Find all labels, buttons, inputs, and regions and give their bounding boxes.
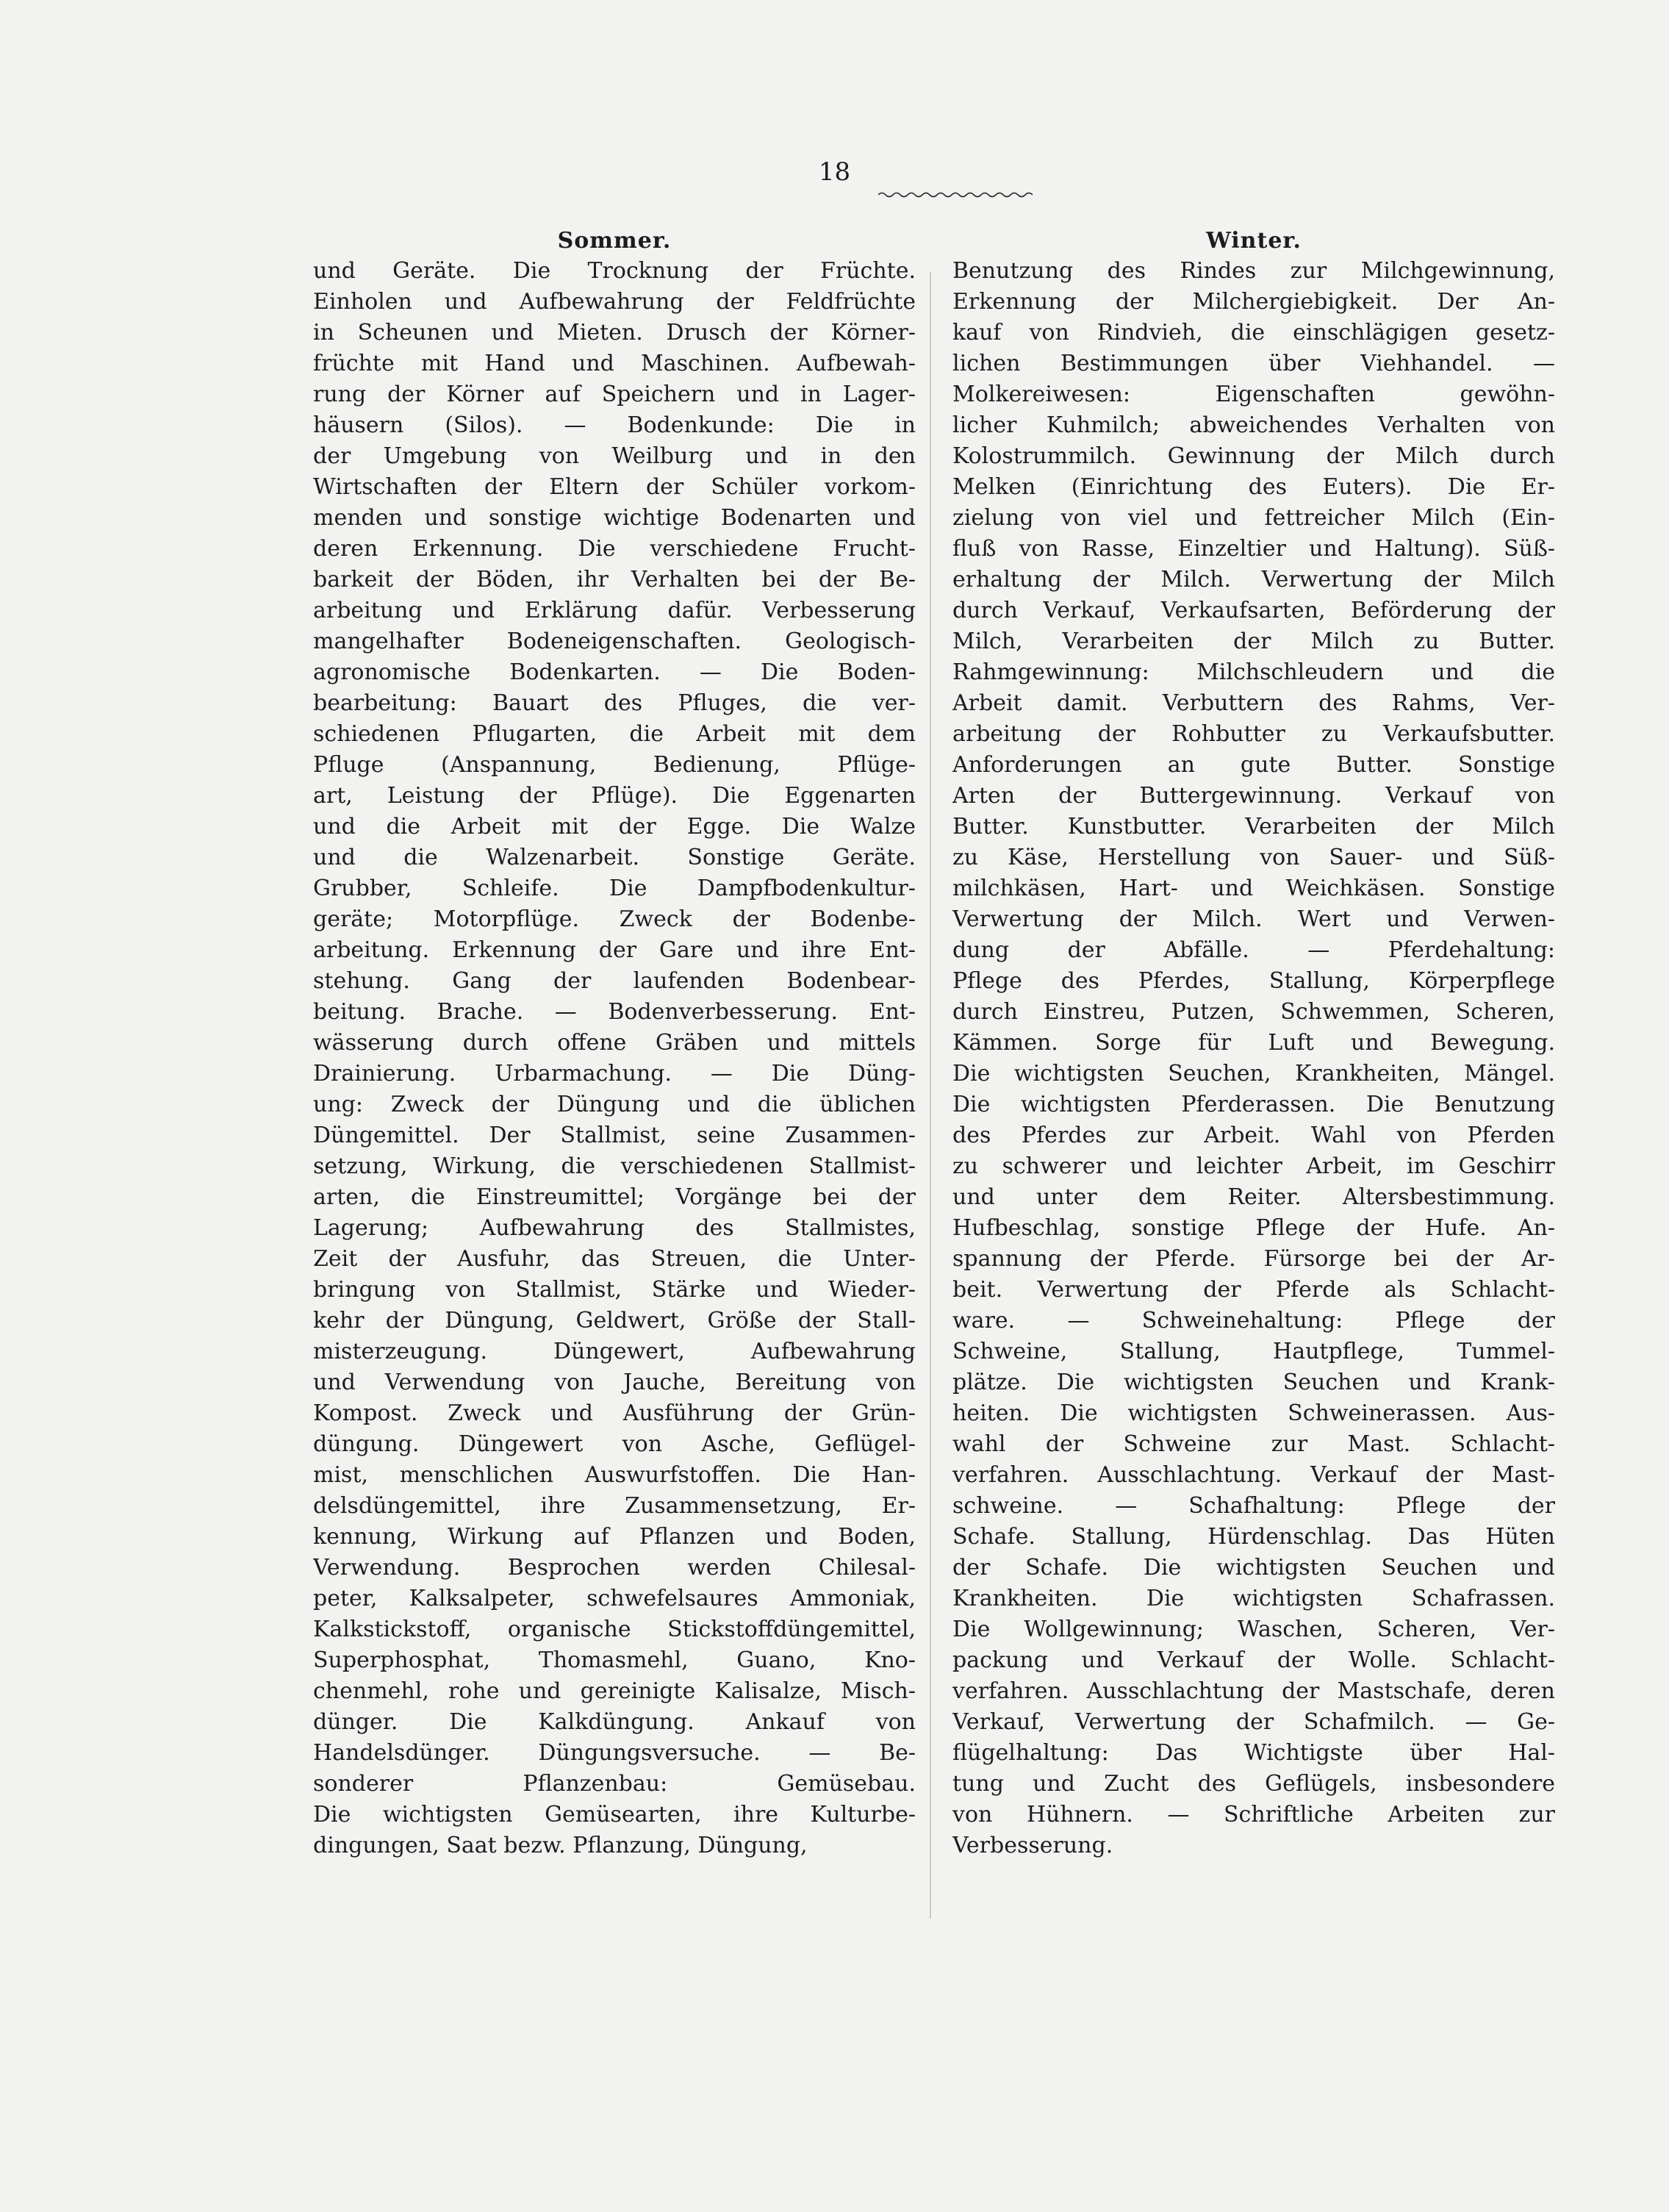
- text-line: Verwertung der Milch. Wert und Verwen-: [952, 906, 1555, 932]
- text-line: Pflege des Pferdes, Stallung, Körperpflege: [952, 968, 1555, 994]
- text-line: plätze. Die wichtigsten Seuchen und Krank-: [952, 1370, 1555, 1395]
- text-line: schweine. — Schafhaltung: Pflege der: [952, 1493, 1555, 1519]
- text-line: Verbesserung.: [952, 1833, 1113, 1858]
- text-line: arbeitung und Erklärung dafür. Verbesserung: [313, 598, 916, 623]
- text-line: beitung. Brache. — Bodenverbesserung. Ent-: [313, 999, 916, 1025]
- text-line: stehung. Gang der laufenden Bodenbear-: [313, 968, 916, 994]
- text-line: Die wichtigsten Pferderassen. Die Benutzung: [952, 1092, 1555, 1117]
- text-line: verfahren. Ausschlachtung der Mastschafe, deren: [952, 1678, 1555, 1704]
- text-line: früchte mit Hand und Maschinen. Aufbewah-: [313, 351, 916, 376]
- text-line: spannung der Pferde. Fürsorge bei der Ar-: [952, 1246, 1555, 1272]
- text-line: art, Leistung der Pflüge). Die Eggenarten: [313, 783, 916, 809]
- text-line: dingungen, Saat bezw. Pflanzung, Düngung,: [313, 1833, 808, 1858]
- text-line: kauf von Rindvieh, die einschlägigen gesetz-: [952, 320, 1555, 346]
- text-line: Düngemittel. Der Stallmist, seine Zusammen-: [313, 1123, 916, 1148]
- text-line: Superphosphat, Thomasmehl, Guano, Kno-: [313, 1647, 916, 1673]
- text-line: häusern (Silos). — Bodenkunde: Die in: [313, 412, 916, 438]
- text-line: der Schafe. Die wichtigsten Seuchen und: [952, 1555, 1555, 1581]
- text-line: wahl der Schweine zur Mast. Schlacht-: [952, 1431, 1555, 1457]
- text-line: Handelsdünger. Düngungsversuche. — Be-: [313, 1740, 916, 1766]
- text-line: packung und Verkauf der Wolle. Schlacht-: [952, 1647, 1555, 1673]
- text-line: schiedenen Pflugarten, die Arbeit mit dem: [313, 721, 916, 747]
- text-line: Verwendung. Besprochen werden Chilesal-: [313, 1555, 916, 1581]
- text-line: Melken (Einrichtung des Euters). Die Er-: [952, 474, 1555, 500]
- text-line: flügelhaltung: Das Wichtigste über Hal-: [952, 1740, 1555, 1766]
- text-line: sonderer Pflanzenbau: Gemüsebau.: [313, 1771, 916, 1797]
- text-line: heiten. Die wichtigsten Schweinerassen. Aus-: [952, 1400, 1555, 1426]
- text-line: arten, die Einstreumittel; Vorgänge bei der: [313, 1184, 916, 1210]
- text-line: peter, Kalksalpeter, schwefelsaures Ammoniak,: [313, 1586, 916, 1611]
- text-line: Kalkstickstoff, organische Stickstoffdüngemittel,: [313, 1617, 916, 1642]
- text-line: Schafe. Stallung, Hürdenschlag. Das Hüten: [952, 1524, 1555, 1550]
- text-line: Wirtschaften der Eltern der Schüler vorkom-: [313, 474, 916, 500]
- column-summer: [313, 226, 916, 1861]
- text-line: verfahren. Ausschlachtung. Verkauf der Mast-: [952, 1462, 1555, 1488]
- column-divider: [930, 272, 931, 1919]
- text-line: rung der Körner auf Speichern und in Lager-: [313, 382, 916, 407]
- text-line: Milch, Verarbeiten der Milch zu Butter.: [952, 629, 1555, 654]
- text-line: durch Einstreu, Putzen, Schwemmen, Scheren,: [952, 999, 1555, 1025]
- text-line: zu Käse, Herstellung von Sauer- und Süß-: [952, 845, 1555, 870]
- text-line: Arten der Buttergewinnung. Verkauf von: [952, 783, 1555, 809]
- text-line: Grubber, Schleife. Die Dampfbodenkultur-: [313, 876, 916, 901]
- text-line: Die wichtigsten Seuchen, Krankheiten, Mängel.: [952, 1061, 1555, 1087]
- text-line: Pfluge (Anspannung, Bedienung, Pflüge-: [313, 752, 916, 778]
- text-line: Hufbeschlag, sonstige Pflege der Hufe. An-: [952, 1215, 1555, 1241]
- text-line: Kämmen. Sorge für Luft und Bewegung.: [952, 1030, 1555, 1056]
- text-line: dünger. Die Kalkdüngung. Ankauf von: [313, 1709, 916, 1735]
- text-line: und Geräte. Die Trocknung der Früchte.: [313, 258, 916, 284]
- text-line: Kompost. Zweck und Ausführung der Grün-: [313, 1400, 916, 1426]
- text-line: Erkennung der Milchergiebigkeit. Der An-: [952, 289, 1555, 315]
- text-line: tung und Zucht des Geflügels, insbesondere: [952, 1771, 1555, 1797]
- text-line: Zeit der Ausfuhr, das Streuen, die Unter-: [313, 1246, 916, 1272]
- text-line: in Scheunen und Mieten. Drusch der Körner-: [313, 320, 916, 346]
- column-body-winter: [952, 256, 1555, 1861]
- text-line: Krankheiten. Die wichtigsten Schafrassen.: [952, 1586, 1555, 1611]
- text-line: Die Wollgewinnung; Waschen, Scheren, Ver-: [952, 1617, 1555, 1642]
- text-line: delsdüngemittel, ihre Zusammensetzung, Er-: [313, 1493, 916, 1519]
- page-number: 18: [818, 157, 851, 187]
- text-line: mist, menschlichen Auswurfstoffen. Die Han-: [313, 1462, 916, 1488]
- text-line: zielung von viel und fettreicher Milch (Ein-: [952, 505, 1555, 531]
- text-line: düngung. Düngewert von Asche, Geflügel-: [313, 1431, 916, 1457]
- text-line: von Hühnern. — Schriftliche Arbeiten zur: [952, 1802, 1555, 1828]
- text-line: misterzeugung. Düngewert, Aufbewahrung: [313, 1339, 916, 1364]
- text-line: Molkereiwesen: Eigenschaften gewöhn-: [952, 382, 1555, 407]
- text-line: milchkäsen, Hart- und Weichkäsen. Sonstige: [952, 876, 1555, 901]
- text-line: mangelhafter Bodeneigenschaften. Geologisch-: [313, 629, 916, 654]
- text-line: arbeitung der Rohbutter zu Verkaufsbutter.: [952, 721, 1555, 747]
- column-body-summer: [313, 256, 916, 1861]
- text-line: und die Walzenarbeit. Sonstige Geräte.: [313, 845, 916, 870]
- text-line: und die Arbeit mit der Egge. Die Walze: [313, 814, 916, 840]
- text-line: deren Erkennung. Die verschiedene Frucht-: [313, 536, 916, 562]
- text-line: Drainierung. Urbarmachung. — Die Düng-: [313, 1061, 916, 1087]
- text-line: zu schwerer und leichter Arbeit, im Geschirr: [952, 1153, 1555, 1179]
- text-line: geräte; Motorpflüge. Zweck der Bodenbe-: [313, 906, 916, 932]
- text-line: kehr der Düngung, Geldwert, Größe der Stall-: [313, 1308, 916, 1334]
- text-line: Verkauf, Verwertung der Schafmilch. — Ge-: [952, 1709, 1555, 1735]
- text-line: arbeitung. Erkennung der Gare und ihre Ent-: [313, 937, 916, 963]
- text-line: Benutzung des Rindes zur Milchgewinnung,: [952, 258, 1555, 284]
- text-line: Kolostrummilch. Gewinnung der Milch durch: [952, 443, 1555, 469]
- text-line: Anforderungen an gute Butter. Sonstige: [952, 752, 1555, 778]
- text-line: des Pferdes zur Arbeit. Wahl von Pferden: [952, 1123, 1555, 1148]
- text-line: und unter dem Reiter. Altersbestimmung.: [952, 1184, 1555, 1210]
- text-line: fluß von Rasse, Einzeltier und Haltung). Süß-: [952, 536, 1555, 562]
- text-line: dung der Abfälle. — Pferdehaltung:: [952, 937, 1555, 963]
- text-line: bringung von Stallmist, Stärke und Wieder-: [313, 1277, 916, 1303]
- text-line: barkeit der Böden, ihr Verhalten bei der Be-: [313, 567, 916, 593]
- text-line: beit. Verwertung der Pferde als Schlacht-: [952, 1277, 1555, 1303]
- text-line: agronomische Bodenkarten. — Die Boden-: [313, 659, 916, 685]
- text-line: der Umgebung von Weilburg und in den: [313, 443, 916, 469]
- text-line: ware. — Schweinehaltung: Pflege der: [952, 1308, 1555, 1334]
- text-line: wässerung durch offene Gräben und mittels: [313, 1030, 916, 1056]
- column-heading-summer: Sommer.: [557, 228, 672, 254]
- text-line: chenmehl, rohe und gereinigte Kalisalze, Misch-: [313, 1678, 916, 1704]
- column-winter: [952, 226, 1555, 1861]
- text-line: lichen Bestimmungen über Viehhandel. —: [952, 351, 1555, 376]
- text-line: Schweine, Stallung, Hautpflege, Tummel-: [952, 1339, 1555, 1364]
- text-line: Arbeit damit. Verbuttern des Rahms, Ver-: [952, 690, 1555, 716]
- text-line: Butter. Kunstbutter. Verarbeiten der Milch: [952, 814, 1555, 840]
- text-line: setzung, Wirkung, die verschiedenen Stallmist-: [313, 1153, 916, 1179]
- text-line: Lagerung; Aufbewahrung des Stallmistes,: [313, 1215, 916, 1241]
- text-line: kennung, Wirkung auf Pflanzen und Boden,: [313, 1524, 916, 1550]
- text-line: Einholen und Aufbewahrung der Feldfrüchte: [313, 289, 916, 315]
- text-line: licher Kuhmilch; abweichendes Verhalten von: [952, 412, 1555, 438]
- text-line: durch Verkauf, Verkaufsarten, Beförderung der: [952, 598, 1555, 623]
- decorative-wavy-rule: [878, 190, 1033, 200]
- text-line: und Verwendung von Jauche, Bereitung von: [313, 1370, 916, 1395]
- text-line: bearbeitung: Bauart des Pfluges, die ver-: [313, 690, 916, 716]
- column-heading-winter: Winter.: [1206, 228, 1302, 254]
- text-line: erhaltung der Milch. Verwertung der Milch: [952, 567, 1555, 593]
- text-line: Die wichtigsten Gemüsearten, ihre Kulturbe-: [313, 1802, 916, 1828]
- text-line: ung: Zweck der Düngung und die üblichen: [313, 1092, 916, 1117]
- text-line: Rahmgewinnung: Milchschleudern und die: [952, 659, 1555, 685]
- text-line: menden und sonstige wichtige Bodenarten und: [313, 505, 916, 531]
